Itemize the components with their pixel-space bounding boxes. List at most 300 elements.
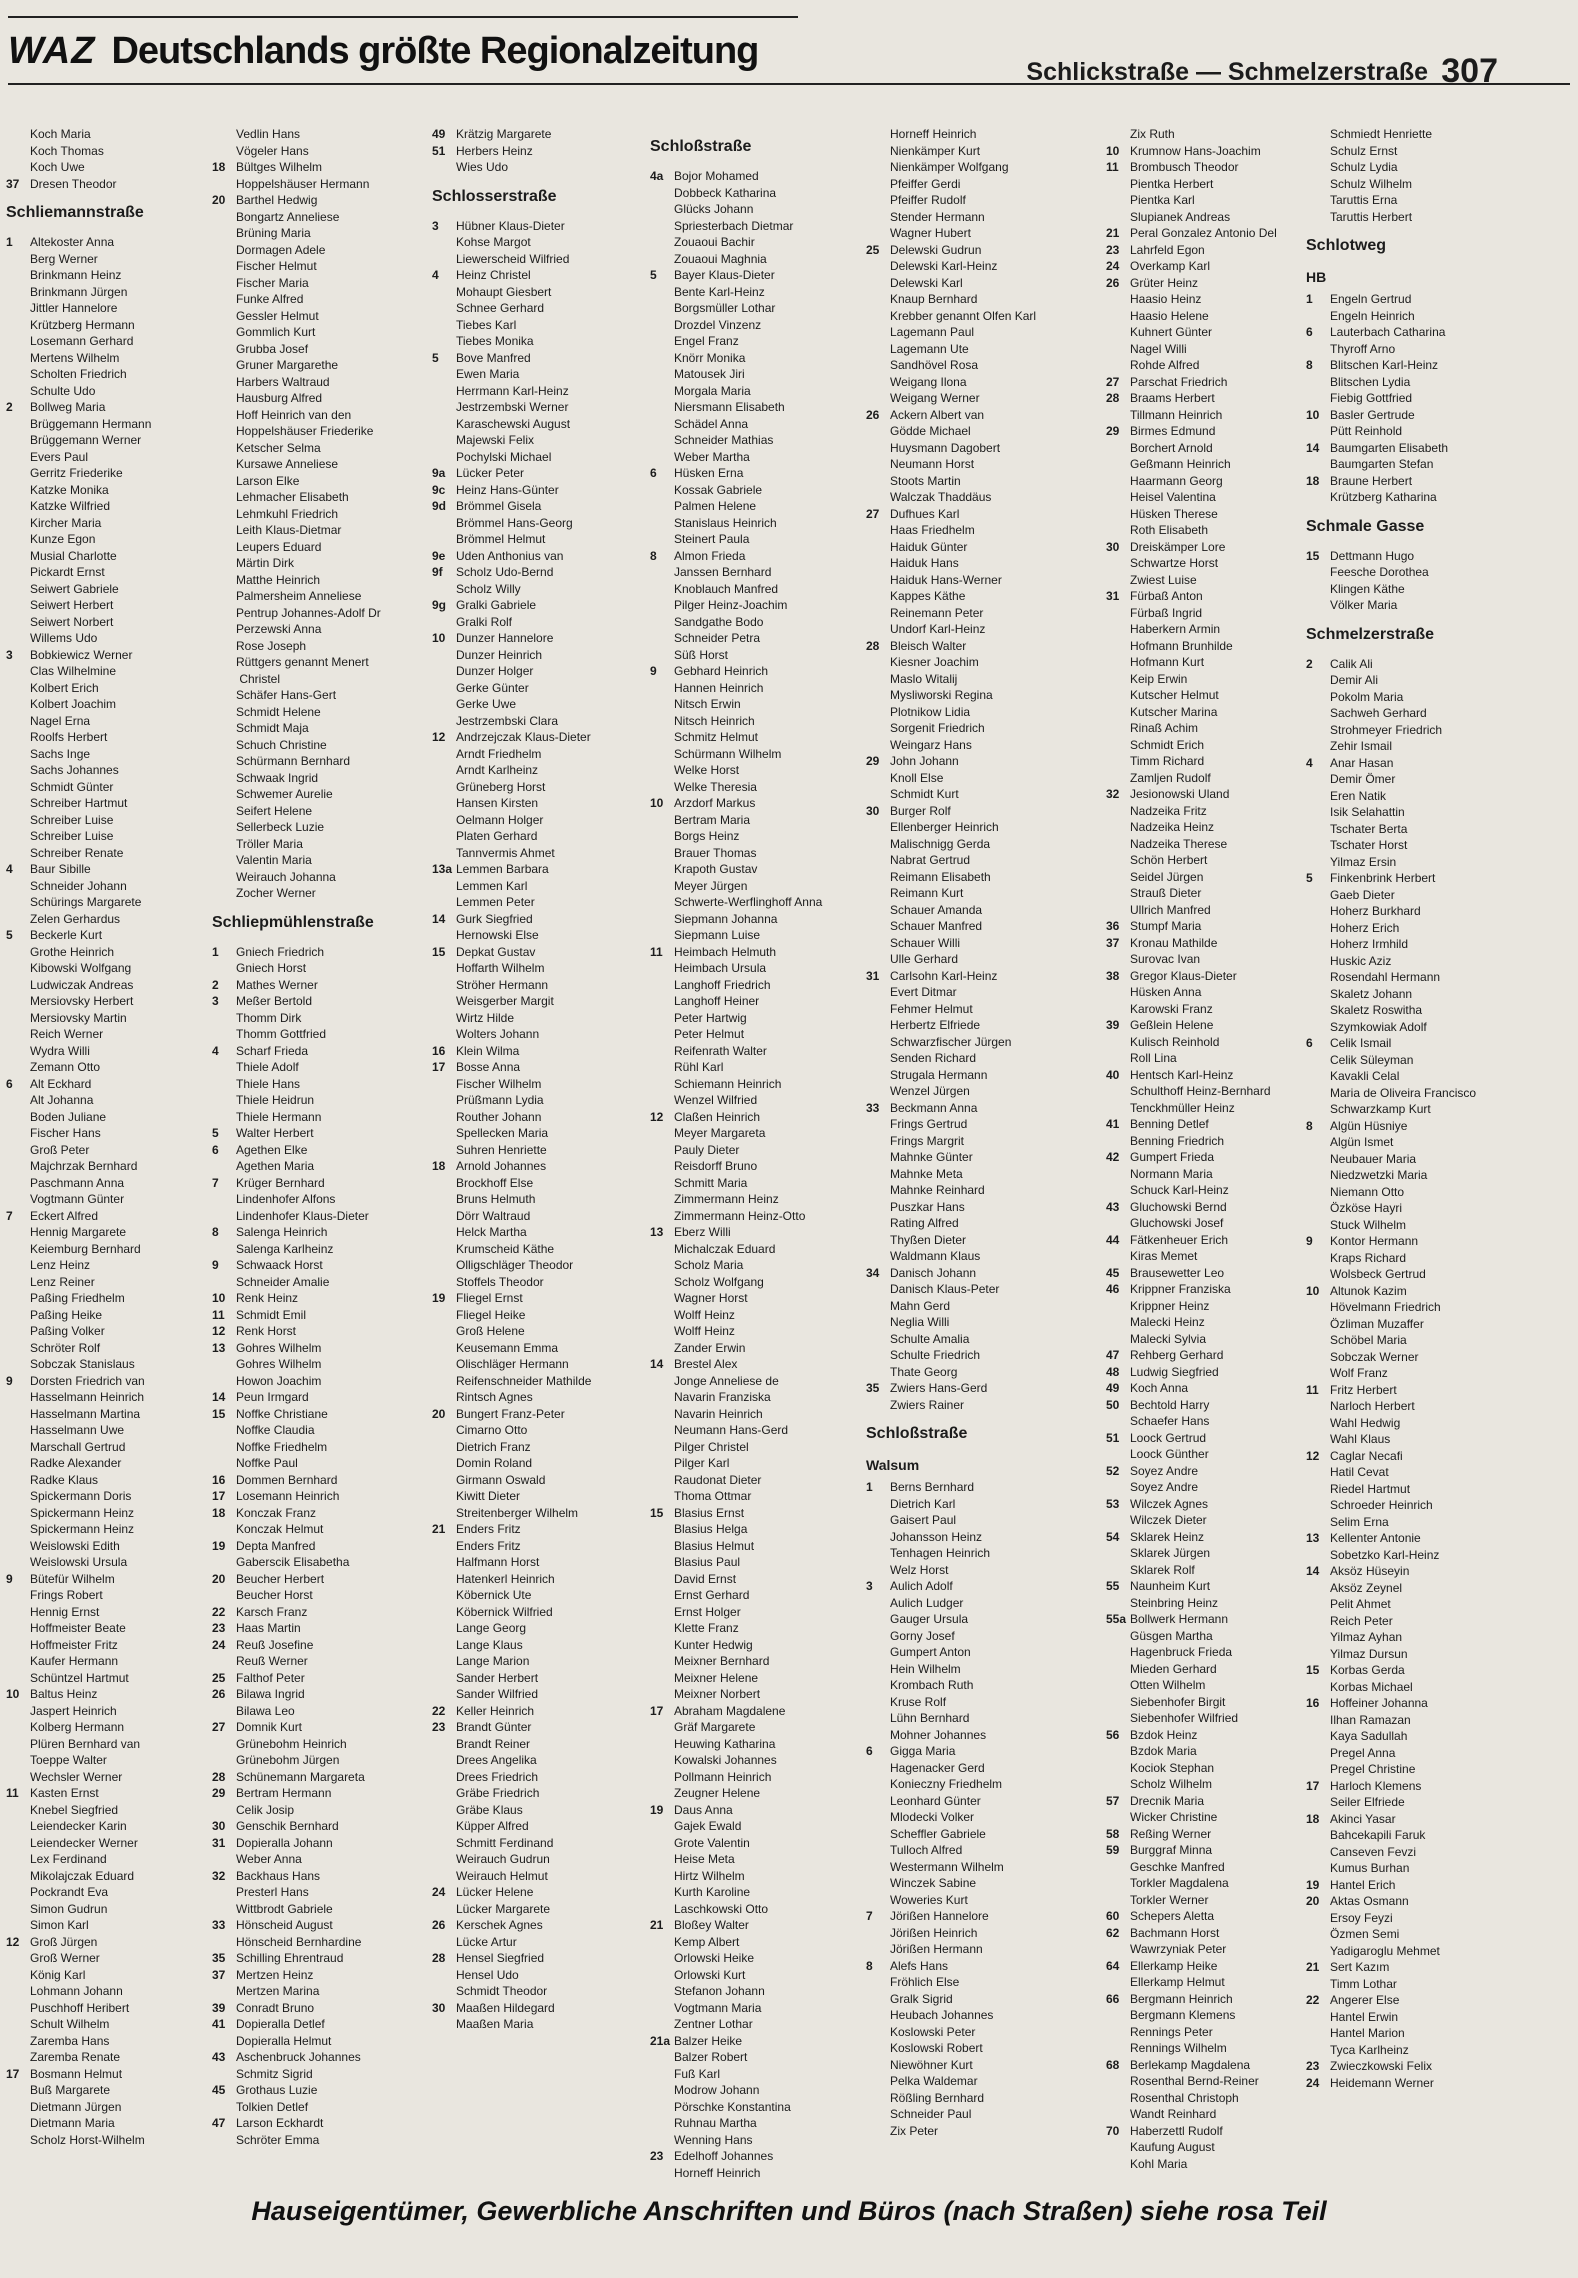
resident-name: Majewski Felix bbox=[456, 433, 535, 447]
directory-entry bbox=[432, 1373, 640, 1390]
directory-entry bbox=[1306, 854, 1572, 871]
resident-name: Delewski Karl-Heinz bbox=[890, 259, 998, 273]
directory-entry bbox=[432, 1703, 640, 1720]
house-number: 35 bbox=[212, 1951, 226, 1965]
house-number: 12 bbox=[432, 730, 446, 744]
directory-entry bbox=[6, 944, 211, 961]
resident-name: Grothe Heinrich bbox=[30, 944, 115, 959]
directory-entry bbox=[6, 1373, 211, 1390]
directory-entry bbox=[1106, 1661, 1311, 1678]
directory-entry bbox=[650, 1851, 870, 1868]
resident-name: Meixner Bernhard bbox=[674, 1654, 770, 1668]
house-number: 22 bbox=[1306, 1993, 1320, 2007]
resident-name: Zwiers Hans-Gerd bbox=[890, 1381, 988, 1395]
directory-entry bbox=[650, 168, 870, 185]
directory-entry bbox=[1306, 1019, 1572, 1036]
directory-entry bbox=[212, 1802, 420, 1819]
directory-entry bbox=[1306, 456, 1572, 473]
directory-entry bbox=[6, 300, 211, 317]
directory-entry bbox=[432, 548, 640, 565]
directory-entry bbox=[1306, 920, 1572, 937]
resident-name: Bertram Maria bbox=[674, 812, 751, 827]
resident-name: Tenckhmüller Heinz bbox=[1130, 1100, 1235, 1115]
directory-entry bbox=[1306, 1316, 1572, 1333]
directory-entry bbox=[650, 267, 870, 284]
directory-entry bbox=[432, 812, 640, 829]
house-number: 25 bbox=[212, 1670, 226, 1685]
resident-name: Hofmann Kurt bbox=[1130, 655, 1205, 669]
resident-name: Haberkern Armin bbox=[1130, 622, 1221, 636]
resident-name: Dietrich Karl bbox=[890, 1496, 956, 1511]
directory-entry bbox=[1106, 902, 1311, 919]
resident-name: Reich Peter bbox=[1330, 1613, 1393, 1628]
house-number: 30 bbox=[212, 1819, 226, 1833]
directory-entry bbox=[866, 308, 1096, 325]
footer-note: Hauseigentümer, Gewerbliche Anschriften und Büros (nach Straßen) siehe rosa Teil bbox=[251, 2196, 1327, 2226]
resident-name: Leiendecker Werner bbox=[30, 1835, 138, 1850]
resident-name: Evert Ditmar bbox=[890, 985, 957, 999]
resident-name: Jestrzembski Werner bbox=[456, 400, 569, 414]
resident-name: Haas Friedhelm bbox=[890, 523, 975, 537]
resident-name: Danisch Johann bbox=[890, 1265, 977, 1280]
directory-entry bbox=[866, 1925, 1096, 1942]
resident-name: Katzke Monika bbox=[30, 482, 109, 497]
house-number: 64 bbox=[1106, 1958, 1120, 1973]
resident-name: Pörschke Konstantina bbox=[674, 2099, 791, 2114]
directory-entry bbox=[1306, 887, 1572, 904]
resident-name: Kerschek Agnes bbox=[456, 1918, 543, 1932]
resident-name: Edelhoff Johannes bbox=[674, 2149, 774, 2163]
directory-entry bbox=[866, 2073, 1096, 2090]
resident-name: Schröter Emma bbox=[236, 2132, 320, 2147]
resident-name: Bobkiewicz Werner bbox=[30, 647, 133, 662]
resident-name: Sklarek Heinz bbox=[1130, 1529, 1205, 1544]
directory-entry bbox=[432, 399, 640, 416]
resident-name: Özliman Muzaffer bbox=[1330, 1316, 1424, 1331]
directory-entry bbox=[650, 1967, 870, 1984]
directory-entry bbox=[866, 473, 1096, 490]
resident-name: Kibowski Wolfgang bbox=[30, 961, 132, 975]
resident-name: Schröter Rolf bbox=[30, 1340, 101, 1355]
resident-name: Schmidt Emil bbox=[236, 1307, 307, 1322]
house-number: 26 bbox=[432, 1918, 446, 1932]
resident-name: Braams Herbert bbox=[1130, 391, 1215, 405]
directory-entry bbox=[212, 1785, 420, 1802]
directory-entry bbox=[650, 2165, 870, 2182]
directory-entry bbox=[212, 2099, 420, 2116]
directory-entry bbox=[212, 126, 420, 143]
resident-name: Strugala Hermann bbox=[890, 1067, 988, 1082]
directory-entry bbox=[650, 548, 870, 565]
resident-name: Lohmann Johann bbox=[30, 1984, 123, 1998]
resident-name: Schreiber Luise bbox=[30, 812, 114, 827]
resident-name: Valentin Maria bbox=[236, 853, 312, 867]
resident-name: Niemann Otto bbox=[1330, 1184, 1405, 1199]
directory-entry bbox=[1306, 1349, 1572, 1366]
resident-name: Grubba Josef bbox=[236, 341, 309, 356]
resident-name: Seiwert Norbert bbox=[30, 614, 114, 629]
resident-name: Brömmel Helmut bbox=[456, 532, 546, 546]
resident-name: Siepmann Johanna bbox=[674, 911, 778, 926]
directory-entry bbox=[866, 1083, 1096, 1100]
house-number: 18 bbox=[1306, 473, 1320, 488]
resident-name: Nadzeika Heinz bbox=[1130, 820, 1215, 834]
resident-name: Krebber genannt Olfen Karl bbox=[890, 308, 1037, 323]
resident-name: Bilawa Leo bbox=[236, 1703, 295, 1718]
directory-entry bbox=[650, 1868, 870, 1885]
directory-entry bbox=[1106, 935, 1311, 952]
masthead-tagline: Deutschlands größte Regionalzeitung bbox=[111, 30, 759, 72]
resident-name: Vogtmann Maria bbox=[674, 2000, 762, 2015]
resident-name: Schneider Amalie bbox=[236, 1274, 330, 1289]
directory-entry bbox=[866, 1743, 1096, 1760]
resident-name: Akinci Yasar bbox=[1330, 1811, 1396, 1826]
house-number: 48 bbox=[1106, 1364, 1120, 1379]
resident-name: Pütt Reinhold bbox=[1330, 424, 1403, 438]
house-number: 15 bbox=[212, 1406, 226, 1421]
directory-entry bbox=[650, 1257, 870, 1274]
directory-entry bbox=[432, 1257, 640, 1274]
resident-name: Geßlein Helene bbox=[1130, 1018, 1214, 1032]
resident-name: Korbas Michael bbox=[1330, 1679, 1413, 1694]
directory-entry bbox=[6, 1521, 211, 1538]
resident-name: Aulich Ludger bbox=[890, 1595, 964, 1610]
directory-entry bbox=[1106, 1479, 1311, 1496]
resident-name: Tiebes Karl bbox=[456, 317, 517, 332]
resident-name: Koch Uwe bbox=[30, 160, 85, 174]
resident-name: Schulthoff Heinz-Bernhard bbox=[1130, 1084, 1271, 1098]
resident-name: Brüning Maria bbox=[236, 226, 311, 240]
directory-entry bbox=[6, 1802, 211, 1819]
directory-entry bbox=[432, 1719, 640, 1736]
resident-name: Szymkowiak Adolf bbox=[1330, 1019, 1427, 1034]
directory-entry bbox=[212, 192, 420, 209]
resident-name: Blitschen Karl-Heinz bbox=[1330, 358, 1439, 372]
resident-name: Herbertz Elfriede bbox=[890, 1018, 981, 1032]
resident-name: Jestrzembski Clara bbox=[456, 713, 559, 728]
directory-entry bbox=[650, 1373, 870, 1390]
directory-entry bbox=[432, 1472, 640, 1489]
directory-entry bbox=[1106, 1628, 1311, 1645]
directory-entry bbox=[432, 828, 640, 845]
resident-name: Steinbring Heinz bbox=[1130, 1595, 1219, 1610]
resident-name: Weirauch Helmut bbox=[456, 1868, 548, 1883]
waz-logo: WAZ bbox=[8, 30, 96, 72]
directory-entry bbox=[1106, 1611, 1311, 1628]
directory-entry bbox=[650, 630, 870, 647]
resident-name: Fröhlich Else bbox=[890, 1975, 960, 1989]
directory-entry bbox=[6, 2132, 211, 2149]
directory-entry bbox=[1306, 1283, 1572, 1300]
directory-entry bbox=[212, 2033, 420, 2050]
resident-name: Köbernick Ute bbox=[456, 1588, 532, 1602]
directory-entry bbox=[6, 1818, 211, 1835]
directory-entry bbox=[432, 1389, 640, 1406]
resident-name: Narloch Herbert bbox=[1330, 1399, 1415, 1413]
resident-name: Strohmeyer Friedrich bbox=[1330, 722, 1443, 737]
house-number: 22 bbox=[212, 1604, 226, 1619]
directory-entry bbox=[432, 878, 640, 895]
resident-name: Horneff Heinrich bbox=[890, 127, 977, 141]
resident-name: Tenhagen Heinrich bbox=[890, 1546, 991, 1560]
resident-name: Zouaoui Maghnia bbox=[674, 251, 767, 266]
resident-name: Kunze Egon bbox=[30, 532, 96, 546]
directory-entry bbox=[1306, 126, 1572, 143]
directory-entry bbox=[1106, 1545, 1311, 1562]
resident-name: Sorgenit Friedrich bbox=[890, 721, 985, 735]
resident-name: Frings Robert bbox=[30, 1588, 103, 1602]
resident-name: Peral Gonzalez Antonio Del bbox=[1130, 226, 1277, 240]
resident-name: Geßmann Heinrich bbox=[1130, 457, 1231, 471]
directory-entry bbox=[6, 1604, 211, 1621]
directory-entry bbox=[212, 803, 420, 820]
house-number: 1 bbox=[6, 235, 13, 249]
resident-name: Pockrandt Eva bbox=[30, 1885, 109, 1899]
resident-name: Pfeiffer Gerdi bbox=[890, 176, 961, 191]
resident-name: Jörißen Hannelore bbox=[890, 1909, 989, 1923]
directory-entry bbox=[1306, 1233, 1572, 1250]
directory-entry bbox=[1306, 1068, 1572, 1085]
resident-name: Baur Sibille bbox=[30, 862, 91, 876]
directory-entry bbox=[432, 1356, 640, 1373]
resident-name: Borgsmüller Lothar bbox=[674, 301, 776, 315]
resident-name: Knoblauch Manfred bbox=[674, 581, 779, 596]
directory-entry bbox=[866, 1875, 1096, 1892]
resident-name: Brüggemann Hermann bbox=[30, 416, 152, 431]
directory-entry bbox=[6, 878, 211, 895]
house-number: 18 bbox=[212, 1505, 226, 1520]
directory-entry bbox=[1106, 1001, 1311, 1018]
directory-entry bbox=[6, 1455, 211, 1472]
house-number: 3 bbox=[6, 647, 13, 662]
directory-entry bbox=[650, 597, 870, 614]
directory-entry bbox=[866, 1809, 1096, 1826]
house-number: 20 bbox=[212, 193, 226, 207]
resident-name: Musial Charlotte bbox=[30, 548, 117, 563]
directory-entry bbox=[432, 1835, 640, 1852]
directory-entry bbox=[650, 845, 870, 862]
directory-entry bbox=[6, 1010, 211, 1027]
house-number: 11 bbox=[6, 1786, 19, 1800]
directory-entry bbox=[212, 977, 420, 994]
resident-name: Schaefer Hans bbox=[1130, 1414, 1210, 1428]
house-number: 30 bbox=[432, 2000, 446, 2015]
directory-entry bbox=[432, 1637, 640, 1654]
directory-entry bbox=[212, 1026, 420, 1043]
directory-entry bbox=[432, 1142, 640, 1159]
resident-name: Zamljen Rudolf bbox=[1130, 770, 1211, 785]
resident-name: Schwaak Ingrid bbox=[236, 770, 319, 785]
directory-entry bbox=[1106, 918, 1311, 935]
directory-entry bbox=[866, 720, 1096, 737]
resident-name: Stanislaus Heinrich bbox=[674, 515, 777, 530]
resident-name: Meyer Jürgen bbox=[674, 878, 748, 893]
resident-name: Aksöz Zeynel bbox=[1330, 1580, 1403, 1595]
directory-entry bbox=[6, 713, 211, 730]
resident-name: Kuhnert Günter bbox=[1130, 325, 1213, 339]
directory-entry bbox=[1106, 1380, 1311, 1397]
directory-entry bbox=[212, 2049, 420, 2066]
house-number: 3 bbox=[866, 1579, 873, 1593]
resident-name: Heimbach Ursula bbox=[674, 961, 767, 975]
directory-entry bbox=[1306, 291, 1572, 308]
resident-name: Hoff Heinrich van den bbox=[236, 407, 352, 422]
resident-name: Harbers Waltraud bbox=[236, 374, 330, 389]
resident-name: Gajek Ewald bbox=[674, 1819, 742, 1833]
resident-name: Schulz Wilhelm bbox=[1330, 176, 1413, 191]
resident-name: Simon Karl bbox=[30, 1918, 89, 1932]
resident-name: Mieden Gerhard bbox=[1130, 1661, 1217, 1676]
directory-entry bbox=[6, 1406, 211, 1423]
directory-entry bbox=[1306, 209, 1572, 226]
house-number: 10 bbox=[212, 1291, 226, 1305]
resident-name: Zimmermann Heinz-Otto bbox=[674, 1208, 806, 1223]
resident-name: Rose Joseph bbox=[236, 638, 307, 653]
resident-name: Koslowski Peter bbox=[890, 2024, 976, 2039]
resident-name: Hennig Ernst bbox=[30, 1604, 100, 1619]
resident-name: Lex Ferdinand bbox=[30, 1852, 107, 1866]
resident-name: Groß Peter bbox=[30, 1142, 90, 1157]
directory-entry bbox=[1106, 1182, 1311, 1199]
directory-entry bbox=[432, 680, 640, 697]
house-number: 9e bbox=[432, 548, 446, 563]
resident-name: Lagemann Ute bbox=[890, 341, 969, 356]
house-number: 39 bbox=[1106, 1018, 1120, 1032]
resident-name: Lemmen Peter bbox=[456, 895, 535, 909]
resident-name: Ketscher Selma bbox=[236, 440, 321, 455]
resident-name: Finkenbrink Herbert bbox=[1330, 871, 1436, 885]
house-number: 14 bbox=[432, 911, 446, 926]
directory-entry bbox=[650, 1043, 870, 1060]
resident-name: Cimarno Otto bbox=[456, 1423, 528, 1437]
directory-entry bbox=[432, 2016, 640, 2033]
resident-name: Grote Valentin bbox=[674, 1835, 750, 1850]
resident-name: Kulisch Reinhold bbox=[1130, 1034, 1220, 1049]
resident-name: Krippner Heinz bbox=[1130, 1298, 1210, 1313]
resident-name: Weirauch Johanna bbox=[236, 869, 336, 884]
house-number: 9 bbox=[1306, 1234, 1313, 1248]
resident-name: Thyßen Dieter bbox=[890, 1232, 967, 1247]
directory-entry bbox=[1106, 1529, 1311, 1546]
resident-name: Vedlin Hans bbox=[236, 127, 301, 141]
resident-name: Krätzig Margarete bbox=[456, 127, 552, 141]
house-number: 13 bbox=[212, 1340, 226, 1355]
resident-name: David Ernst bbox=[674, 1571, 737, 1586]
directory-entry bbox=[866, 1034, 1096, 1051]
resident-name: Evers Paul bbox=[30, 449, 89, 464]
directory-entry bbox=[6, 1884, 211, 1901]
directory-entry bbox=[432, 1587, 640, 1604]
directory-entry bbox=[1106, 308, 1311, 325]
directory-entry bbox=[1106, 440, 1311, 457]
resident-name: Losemann Gerhard bbox=[30, 334, 134, 348]
directory-entry bbox=[6, 1769, 211, 1786]
directory-entry bbox=[432, 762, 640, 779]
resident-name: Burggraf Minna bbox=[1130, 1843, 1213, 1857]
directory-entry bbox=[1106, 1133, 1311, 1150]
resident-name: Zaremba Hans bbox=[30, 2033, 110, 2048]
resident-name: Schwaack Horst bbox=[236, 1258, 323, 1272]
directory-entry bbox=[650, 828, 870, 845]
resident-name: Kossak Gabriele bbox=[674, 482, 763, 497]
resident-name: Stefanon Johann bbox=[674, 1984, 765, 1998]
resident-name: Özmen Semi bbox=[1330, 1927, 1400, 1941]
resident-name: Enders Fritz bbox=[456, 1538, 521, 1553]
directory-entry bbox=[212, 1653, 420, 1670]
directory-entry bbox=[1306, 489, 1572, 506]
directory-entry bbox=[6, 564, 211, 581]
house-number: 40 bbox=[1106, 1067, 1120, 1082]
house-number: 12 bbox=[212, 1324, 226, 1338]
directory-entry bbox=[1106, 1232, 1311, 1249]
house-number: 45 bbox=[1106, 1265, 1120, 1280]
resident-name: Wenning Hans bbox=[674, 2132, 753, 2147]
directory-entry bbox=[650, 2033, 870, 2050]
resident-name: Welke Horst bbox=[674, 763, 740, 777]
directory-entry bbox=[650, 861, 870, 878]
directory-entry bbox=[212, 1323, 420, 1340]
resident-name: Lücke Artur bbox=[456, 1934, 517, 1949]
resident-name: Rennings Peter bbox=[1130, 2024, 1213, 2039]
resident-name: Bahcekapili Faruk bbox=[1330, 1828, 1426, 1842]
resident-name: Schäfer Hans-Gert bbox=[236, 688, 337, 702]
directory-entry bbox=[866, 1133, 1096, 1150]
directory-entry bbox=[1106, 1265, 1311, 1282]
directory-entry bbox=[650, 680, 870, 697]
house-number: 51 bbox=[432, 143, 446, 158]
resident-name: Heisel Valentina bbox=[1130, 490, 1216, 504]
resident-name: Nabrat Gertrud bbox=[890, 853, 971, 867]
directory-entry bbox=[432, 1802, 640, 1819]
directory-entry bbox=[432, 1488, 640, 1505]
resident-name: Weislowski Ursula bbox=[30, 1555, 128, 1569]
directory-entry bbox=[866, 1793, 1096, 1810]
resident-name: Beckerle Kurt bbox=[30, 928, 103, 942]
resident-name: Zocher Werner bbox=[236, 886, 316, 900]
directory-entry bbox=[212, 1587, 420, 1604]
directory-entry bbox=[650, 1587, 870, 1604]
resident-name: Kaufer Hermann bbox=[30, 1654, 119, 1668]
resident-name: Leith Klaus-Dietmar bbox=[236, 523, 342, 537]
resident-name: Loock Günther bbox=[1130, 1447, 1209, 1461]
resident-name: Eberz Willi bbox=[674, 1225, 731, 1239]
directory-entry bbox=[1106, 1694, 1311, 1711]
directory-entry bbox=[866, 357, 1096, 374]
directory-entry bbox=[866, 1974, 1096, 1991]
resident-name: Jittler Hannelore bbox=[30, 301, 118, 315]
street-heading: Schloßstraße bbox=[866, 1425, 968, 1442]
directory-entry bbox=[432, 845, 640, 862]
directory-entry bbox=[212, 605, 420, 622]
resident-name: Sobetzko Karl-Heinz bbox=[1330, 1547, 1440, 1562]
resident-name: Ersoy Feyzi bbox=[1330, 1910, 1393, 1925]
directory-entry bbox=[866, 1265, 1096, 1282]
resident-name: Grüter Heinz bbox=[1130, 275, 1199, 290]
directory-entry bbox=[432, 234, 640, 251]
house-number: 41 bbox=[212, 2017, 226, 2031]
house-number: 29 bbox=[866, 754, 880, 768]
directory-entry bbox=[650, 2049, 870, 2066]
directory-entry bbox=[1106, 1875, 1311, 1892]
resident-name: Helck Martha bbox=[456, 1225, 527, 1239]
resident-name: Ackern Albert van bbox=[890, 407, 985, 422]
resident-name: Skaletz Johann bbox=[1330, 986, 1413, 1001]
resident-name: Langhoff Friedrich bbox=[674, 977, 771, 992]
resident-name: Hennig Margarete bbox=[30, 1225, 127, 1239]
resident-name: Schmidt Kurt bbox=[890, 787, 959, 801]
house-number: 10 bbox=[6, 1687, 20, 1701]
directory-entry bbox=[1106, 1017, 1311, 1034]
